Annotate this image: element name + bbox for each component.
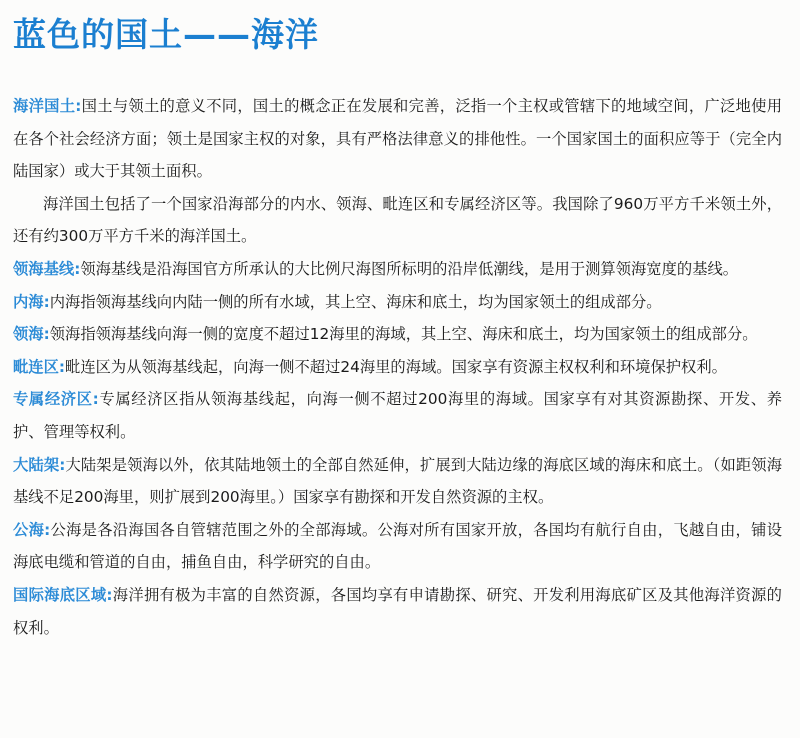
- paragraph-contiguous-zone: [13, 351, 782, 384]
- definition-internal-waters: 内海指领海基线向内陆一侧的所有水域，其上空、海床和底土，均为国家领土的组成部分。: [49, 292, 662, 311]
- paragraph-baseline: [13, 253, 782, 286]
- paragraph-ocean-territory-scope: [13, 188, 782, 253]
- term-high-seas: 公海:: [13, 520, 51, 539]
- term-internal-waters: 内海:: [13, 292, 50, 311]
- definition-baseline: 领海基线是沿海国官方所承认的大比例尺海图所标明的沿岸低潮线，是用于测算领海宽度的基线。: [80, 259, 739, 278]
- definition-continental-shelf: 大陆架是领海以外，依其陆地领土的全部自然延伸，扩展到大陆边缘的海底区域的海床和底土。（如距领海基线不足200海里，则扩展到200海里。）国家享有勘探和开发自然资源的主权。: [13, 455, 782, 507]
- term-seabed-area: 国际海底区域:: [13, 585, 113, 604]
- term-continental-shelf: 大陆架:: [13, 455, 66, 474]
- definition-seabed-area: 海洋拥有极为丰富的自然资源，各国均享有申请勘探、研究、开发利用海底矿区及其他海洋资源的权利。: [13, 585, 782, 637]
- term-territorial-sea: 领海:: [13, 325, 50, 344]
- paragraph-continental-shelf: [13, 449, 782, 514]
- paragraph-eez: [13, 383, 782, 448]
- paragraph-high-seas: [13, 514, 782, 579]
- term-baseline: 领海基线:: [13, 259, 81, 278]
- paragraph-territorial-sea: [13, 318, 782, 351]
- term-contiguous-zone: 毗连区:: [13, 357, 66, 376]
- definition-high-seas: 公海是各沿海国各自管辖范围之外的全部海域。公海对所有国家开放，各国均有航行自由，飞越自由，铺设海底电缆和管道的自由，捕鱼自由，科学研究的自由。: [13, 520, 782, 572]
- definition-ocean-territory: 国土与领土的意义不同，国土的概念正在发展和完善，泛指一个主权或管辖下的地域空间，广泛地使用在各个社会经济方面；领土是国家主权的对象，具有严格法律意义的排他性。一个国家国土的面积应等于（完全内陆国家）或大于其领土面积。: [13, 97, 782, 181]
- document-body: [13, 90, 782, 644]
- paragraph-ocean-territory: [13, 90, 782, 188]
- definition-contiguous-zone: 毗连区为从领海基线起，向海一侧不超过24海里的海域。国家享有资源主权权利和环境保护权利。: [65, 357, 727, 376]
- paragraph-internal-waters: [13, 286, 782, 319]
- definition-territorial-sea: 领海指领海基线向海一侧的宽度不超过12海里的海域，其上空、海床和底土，均为国家领土的组成部分。: [49, 325, 758, 344]
- term-ocean-territory: 海洋国土:: [13, 97, 82, 115]
- definition-eez: 专属经济区指从领海基线起，向海一侧不超过200海里的海域。国家享有对其资源勘探、开发、养护、管理等权利。: [13, 390, 782, 441]
- definition-ocean-territory-scope: 海洋国土包括了一个国家沿海部分的内水、领海、毗连区和专属经济区等。我国除了960万平方千米领土外，还有约300万平方千米的海洋国土。: [13, 194, 782, 246]
- paragraph-seabed-area: [13, 579, 782, 644]
- page-title: 蓝色的国土——海洋: [13, 15, 319, 54]
- term-eez: 专属经济区:: [13, 390, 99, 409]
